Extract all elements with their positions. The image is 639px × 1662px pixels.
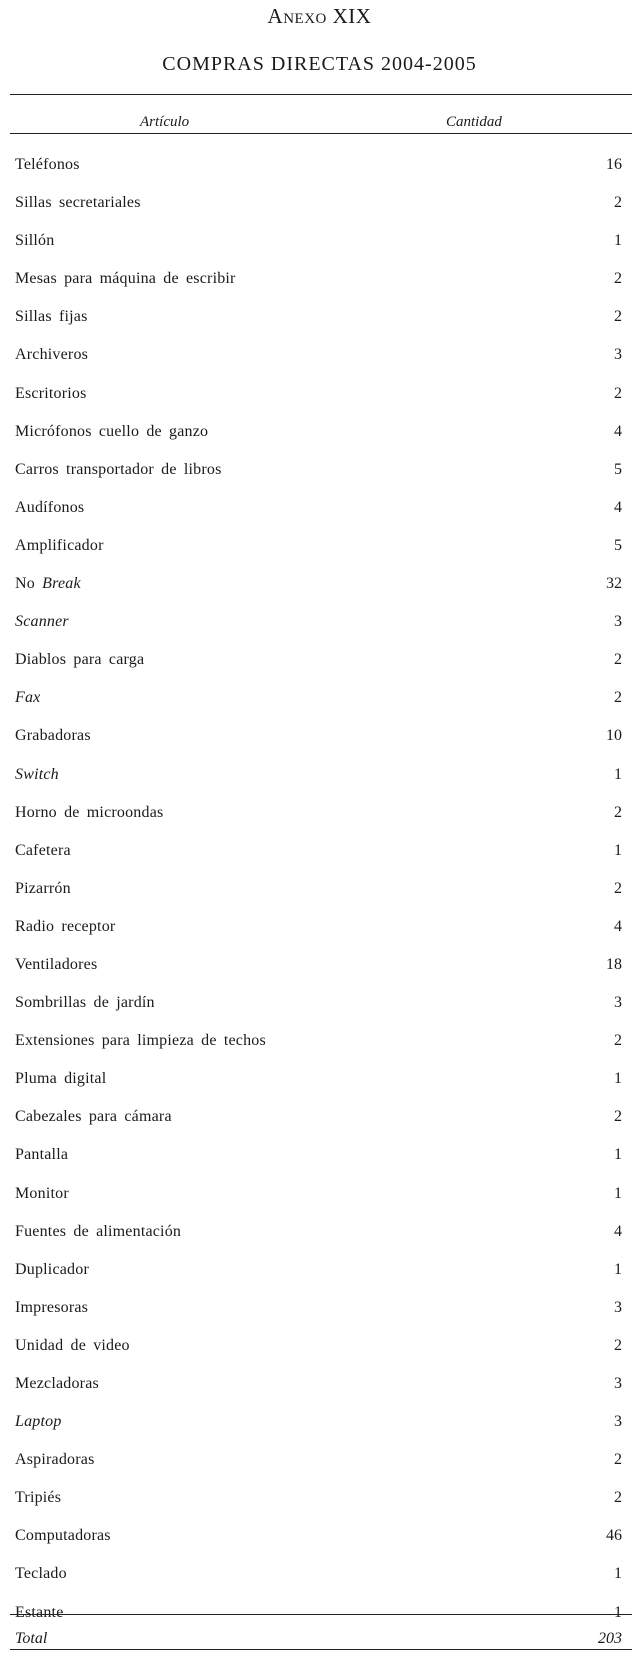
table-row bbox=[0, 1022, 639, 1060]
table-row bbox=[0, 336, 639, 374]
item-quantity: 3 bbox=[614, 994, 622, 1012]
item-quantity: 3 bbox=[614, 1375, 622, 1392]
item-quantity: 2 bbox=[614, 1336, 622, 1354]
item-quantity: 1 bbox=[614, 232, 622, 250]
table-row bbox=[0, 260, 639, 298]
item-name bbox=[15, 1251, 89, 1289]
item-name bbox=[15, 1441, 95, 1479]
item-quantity: 5 bbox=[614, 536, 622, 554]
item-name-text: Pantalla bbox=[15, 1146, 69, 1164]
item-name-text: Tripiés bbox=[15, 1489, 62, 1507]
item-name bbox=[15, 260, 236, 298]
item-quantity: 1 bbox=[614, 1146, 622, 1164]
item-quantity: 3 bbox=[614, 1298, 622, 1316]
item-quantity: 2 bbox=[614, 689, 622, 707]
table-header bbox=[0, 114, 639, 134]
table-row bbox=[0, 565, 639, 603]
item-name-text: Amplificador bbox=[15, 536, 104, 554]
item-name-foreign-term: Laptop bbox=[15, 1413, 62, 1431]
item-name-text: Pizarrón bbox=[15, 879, 71, 897]
item-name-text: Estante bbox=[15, 1603, 64, 1621]
item-quantity: 2 bbox=[614, 270, 622, 288]
item-name bbox=[15, 717, 91, 755]
item-name bbox=[15, 1213, 181, 1251]
total-row bbox=[0, 1630, 639, 1650]
item-name bbox=[15, 794, 163, 832]
item-quantity: 2 bbox=[614, 1108, 622, 1126]
item-name-text: Grabadoras bbox=[15, 727, 91, 745]
table-row bbox=[0, 451, 639, 489]
item-name bbox=[15, 1327, 130, 1365]
document-title: COMPRAS DIRECTAS 2004-2005 bbox=[162, 53, 477, 75]
item-name-text: Archiveros bbox=[15, 346, 89, 364]
item-name bbox=[15, 1403, 62, 1441]
item-name bbox=[15, 375, 87, 413]
item-quantity: 4 bbox=[614, 1222, 622, 1240]
column-header-quantity: Cantidad bbox=[446, 114, 502, 130]
item-name bbox=[15, 946, 97, 984]
item-name bbox=[15, 527, 104, 565]
item-name-text: Sillón bbox=[15, 232, 55, 250]
table-row bbox=[0, 184, 639, 222]
item-name-text: Diablos para carga bbox=[15, 651, 145, 669]
item-name-text: Teléfonos bbox=[15, 156, 80, 173]
table-row bbox=[0, 679, 639, 717]
table-row bbox=[0, 794, 639, 832]
table-row bbox=[0, 1136, 639, 1174]
item-name bbox=[15, 641, 144, 679]
item-quantity: 32 bbox=[606, 575, 622, 593]
item-name bbox=[15, 870, 71, 908]
item-name bbox=[15, 756, 59, 794]
total-value: 203 bbox=[598, 1630, 622, 1647]
item-name-text: Sillas secretariales bbox=[15, 194, 141, 212]
table-row bbox=[0, 1175, 639, 1213]
table-row bbox=[0, 375, 639, 413]
item-name-foreign-term: Fax bbox=[15, 689, 41, 707]
item-name-text: Cabezales para cámara bbox=[15, 1108, 172, 1126]
item-name bbox=[15, 603, 69, 641]
total-rule bbox=[10, 1614, 632, 1615]
item-quantity: 46 bbox=[606, 1527, 622, 1545]
table-row bbox=[0, 527, 639, 565]
item-name bbox=[15, 1555, 67, 1593]
table-bottom-rule bbox=[10, 1649, 632, 1650]
item-name bbox=[15, 1060, 106, 1098]
item-name-text: Ventiladores bbox=[15, 955, 98, 973]
item-name-text: Horno de microondas bbox=[15, 803, 164, 821]
item-name-text: Extensiones para limpieza de techos bbox=[15, 1032, 266, 1050]
item-quantity: 2 bbox=[614, 384, 622, 402]
item-name-foreign-term: Scanner bbox=[15, 613, 69, 631]
item-name-text: Pluma digital bbox=[15, 1070, 107, 1088]
table-row bbox=[0, 1289, 639, 1327]
item-quantity: 4 bbox=[614, 498, 622, 516]
item-name bbox=[15, 336, 88, 374]
item-name bbox=[15, 146, 80, 184]
item-name bbox=[15, 184, 141, 222]
table-row bbox=[0, 1555, 639, 1593]
item-quantity: 2 bbox=[614, 308, 622, 326]
item-quantity: 10 bbox=[606, 727, 622, 745]
item-name bbox=[15, 1022, 266, 1060]
header-rule bbox=[10, 133, 632, 134]
item-name-text: Sombrillas de jardín bbox=[15, 994, 155, 1012]
item-quantity: 16 bbox=[606, 156, 622, 173]
table-row bbox=[0, 870, 639, 908]
item-quantity: 1 bbox=[614, 1565, 622, 1583]
table-row bbox=[0, 413, 639, 451]
table-row bbox=[0, 946, 639, 984]
annex-title: Anexo XIX bbox=[267, 4, 372, 28]
table-row bbox=[0, 1403, 639, 1441]
item-name bbox=[15, 451, 222, 489]
item-name-text: No bbox=[15, 575, 43, 593]
item-name bbox=[15, 298, 88, 336]
table-top-rule bbox=[10, 94, 632, 95]
item-name-text: Sillas fijas bbox=[15, 308, 88, 326]
item-name-text: Impresoras bbox=[15, 1298, 89, 1316]
item-name bbox=[15, 984, 155, 1022]
table-row bbox=[0, 641, 639, 679]
item-name-text: Escritorios bbox=[15, 384, 87, 402]
item-quantity: 2 bbox=[614, 879, 622, 897]
item-name bbox=[15, 413, 208, 451]
table-row bbox=[0, 832, 639, 870]
item-name-text: Teclado bbox=[15, 1565, 67, 1583]
table-row bbox=[0, 984, 639, 1022]
item-quantity: 4 bbox=[614, 422, 622, 440]
item-name-text: Aspiradoras bbox=[15, 1451, 95, 1469]
table-row bbox=[0, 1251, 639, 1289]
item-name-text: Radio receptor bbox=[15, 917, 116, 935]
item-quantity: 2 bbox=[614, 194, 622, 212]
table-row bbox=[0, 222, 639, 260]
item-quantity: 1 bbox=[614, 1260, 622, 1278]
item-quantity: 2 bbox=[614, 651, 622, 669]
item-name-text: Unidad de video bbox=[15, 1336, 130, 1354]
table-row bbox=[0, 717, 639, 755]
item-name-text: Audífonos bbox=[15, 498, 85, 516]
item-name-text: Duplicador bbox=[15, 1260, 89, 1278]
item-name-text: Mezcladoras bbox=[15, 1375, 99, 1392]
table-row bbox=[0, 298, 639, 336]
item-name bbox=[15, 1479, 61, 1517]
item-quantity: 2 bbox=[614, 803, 622, 821]
item-quantity: 3 bbox=[614, 1413, 622, 1431]
total-label: Total bbox=[15, 1630, 48, 1647]
table-row bbox=[0, 756, 639, 794]
table-row bbox=[0, 1517, 639, 1555]
item-name-text: Mesas para máquina de escribir bbox=[15, 270, 236, 288]
table-row bbox=[0, 1098, 639, 1136]
table-row bbox=[0, 489, 639, 527]
table-row bbox=[0, 1365, 639, 1403]
item-quantity: 1 bbox=[614, 1184, 622, 1202]
table-row bbox=[0, 1594, 639, 1632]
table-row bbox=[0, 1060, 639, 1098]
item-name-text: Fuentes de alimentación bbox=[15, 1222, 182, 1240]
item-quantity: 2 bbox=[614, 1451, 622, 1469]
table-row bbox=[0, 908, 639, 946]
item-quantity: 2 bbox=[614, 1032, 622, 1050]
item-name bbox=[15, 1098, 172, 1136]
item-name bbox=[15, 565, 81, 603]
item-quantity: 5 bbox=[614, 460, 622, 478]
table-row bbox=[0, 603, 639, 641]
item-name-text: Micrófonos cuello de ganzo bbox=[15, 422, 209, 440]
table-row bbox=[0, 1327, 639, 1365]
item-name bbox=[15, 222, 54, 260]
item-quantity: 3 bbox=[614, 613, 622, 631]
item-name bbox=[15, 679, 40, 717]
item-name-foreign-term: Switch bbox=[15, 765, 59, 783]
item-name bbox=[15, 1289, 88, 1327]
item-quantity: 1 bbox=[614, 1603, 622, 1621]
items-list bbox=[0, 146, 639, 1632]
item-quantity: 18 bbox=[606, 955, 622, 973]
item-name bbox=[15, 1365, 99, 1403]
item-name-text: Carros transportador de libros bbox=[15, 460, 222, 478]
item-quantity: 1 bbox=[614, 765, 622, 783]
table-row bbox=[0, 146, 639, 184]
table-row bbox=[0, 1441, 639, 1479]
item-name bbox=[15, 1594, 64, 1632]
item-name bbox=[15, 832, 71, 870]
item-quantity: 2 bbox=[614, 1489, 622, 1507]
item-name bbox=[15, 1136, 68, 1174]
item-name-text: Computadoras bbox=[15, 1527, 111, 1545]
item-quantity: 1 bbox=[614, 841, 622, 859]
item-name bbox=[15, 1175, 69, 1213]
item-name bbox=[15, 489, 84, 527]
item-quantity: 3 bbox=[614, 346, 622, 364]
item-name bbox=[15, 908, 115, 946]
item-name bbox=[15, 1517, 111, 1555]
item-quantity: 1 bbox=[614, 1070, 622, 1088]
item-name-foreign-term: Break bbox=[42, 575, 81, 593]
item-quantity: 4 bbox=[614, 917, 622, 935]
table-row bbox=[0, 1213, 639, 1251]
column-header-article: Artículo bbox=[140, 114, 190, 130]
item-name-text: Cafetera bbox=[15, 841, 71, 859]
item-name-text: Monitor bbox=[15, 1184, 69, 1202]
table-row bbox=[0, 1479, 639, 1517]
